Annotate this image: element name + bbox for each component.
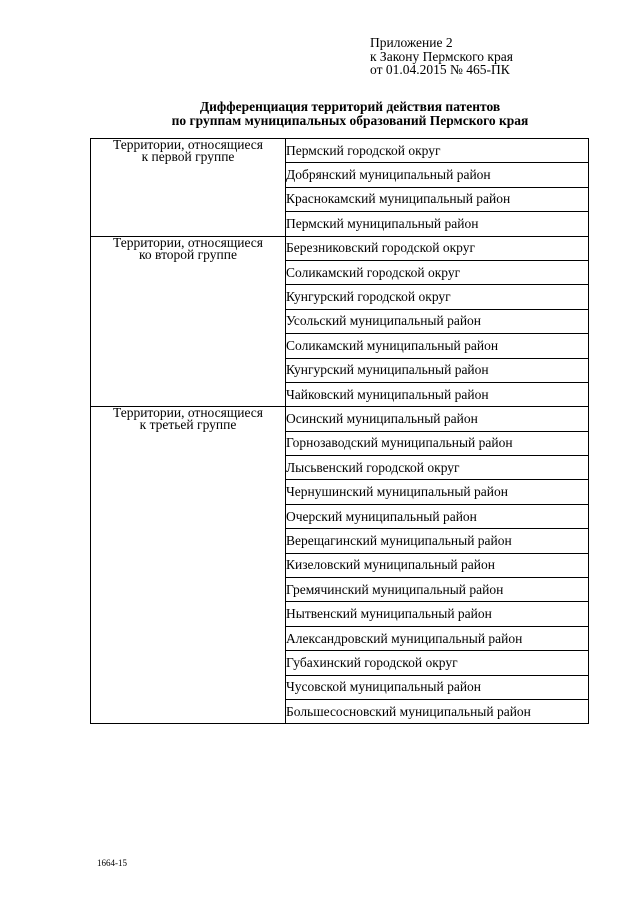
group-label-line-1: Территории, относящиеся [112, 137, 263, 152]
group-label-cell [91, 139, 286, 237]
territory-cell: Пермский муниципальный район [286, 212, 589, 236]
territory-cell: Лысьвенский городской округ [286, 456, 589, 480]
territory-cell: Добрянский муниципальный район [286, 163, 589, 187]
document-title-line-1: Дифференциация территорий действия патентов [199, 99, 501, 114]
territory-cell: Чайковский муниципальный район [286, 382, 589, 406]
group-label-cell [91, 407, 286, 724]
territory-cell: Осинский муниципальный район [286, 407, 589, 431]
territory-groups-table [90, 138, 589, 724]
territory-cell: Краснокамский муниципальный район [286, 187, 589, 211]
territory-cell: Чусовской муниципальный район [286, 675, 589, 699]
territory-cell: Очерский муниципальный район [286, 504, 589, 528]
appendix-law-reference: к Закону Пермского края [370, 48, 513, 64]
territory-cell: Губахинский городской округ [286, 651, 589, 675]
group-label-line-2: ко второй группе [139, 246, 237, 262]
document-title [120, 100, 580, 128]
territory-cell: Березниковский городской округ [286, 236, 589, 260]
territory-cell: Большесосновский муниципальный район [286, 699, 589, 723]
territory-cell: Чернушинский муниципальный район [286, 480, 589, 504]
territory-cell: Кунгурский муниципальный район [286, 358, 589, 382]
territory-cell: Соликамский муниципальный район [286, 334, 589, 358]
footer-document-code: 1664-15 [97, 858, 127, 868]
territory-cell: Соликамский городской округ [286, 260, 589, 284]
group-label-line-2: к третьей группе [139, 417, 237, 433]
territory-cell: Нытвенский муниципальный район [286, 602, 589, 626]
territory-cell: Гремячинский муниципальный район [286, 578, 589, 602]
territory-groups-body [91, 139, 589, 724]
table-row [91, 407, 589, 431]
group-label-line-1: Территории, относящиеся [112, 234, 263, 250]
territory-cell: Александровский муниципальный район [286, 626, 589, 650]
table-row [91, 236, 589, 260]
territory-cell: Горнозаводский муниципальный район [286, 431, 589, 455]
appendix-header [370, 36, 513, 77]
table-row [91, 139, 589, 163]
territory-cell: Пермский городской округ [286, 139, 589, 163]
territory-cell: Кизеловский муниципальный район [286, 553, 589, 577]
appendix-law-date: от 01.04.2015 № 465-ПК [370, 62, 510, 77]
territory-cell: Кунгурский городской округ [286, 285, 589, 309]
group-label-line-2: к первой группе [141, 149, 235, 164]
territory-cell: Верещагинский муниципальный район [286, 529, 589, 553]
group-label-cell [91, 236, 286, 407]
document-title-line-2: по группам муниципальных образований Пермского края [171, 113, 529, 128]
appendix-number: Приложение 2 [370, 35, 453, 50]
territory-cell: Усольский муниципальный район [286, 309, 589, 333]
group-label-line-1: Территории, относящиеся [112, 405, 263, 421]
